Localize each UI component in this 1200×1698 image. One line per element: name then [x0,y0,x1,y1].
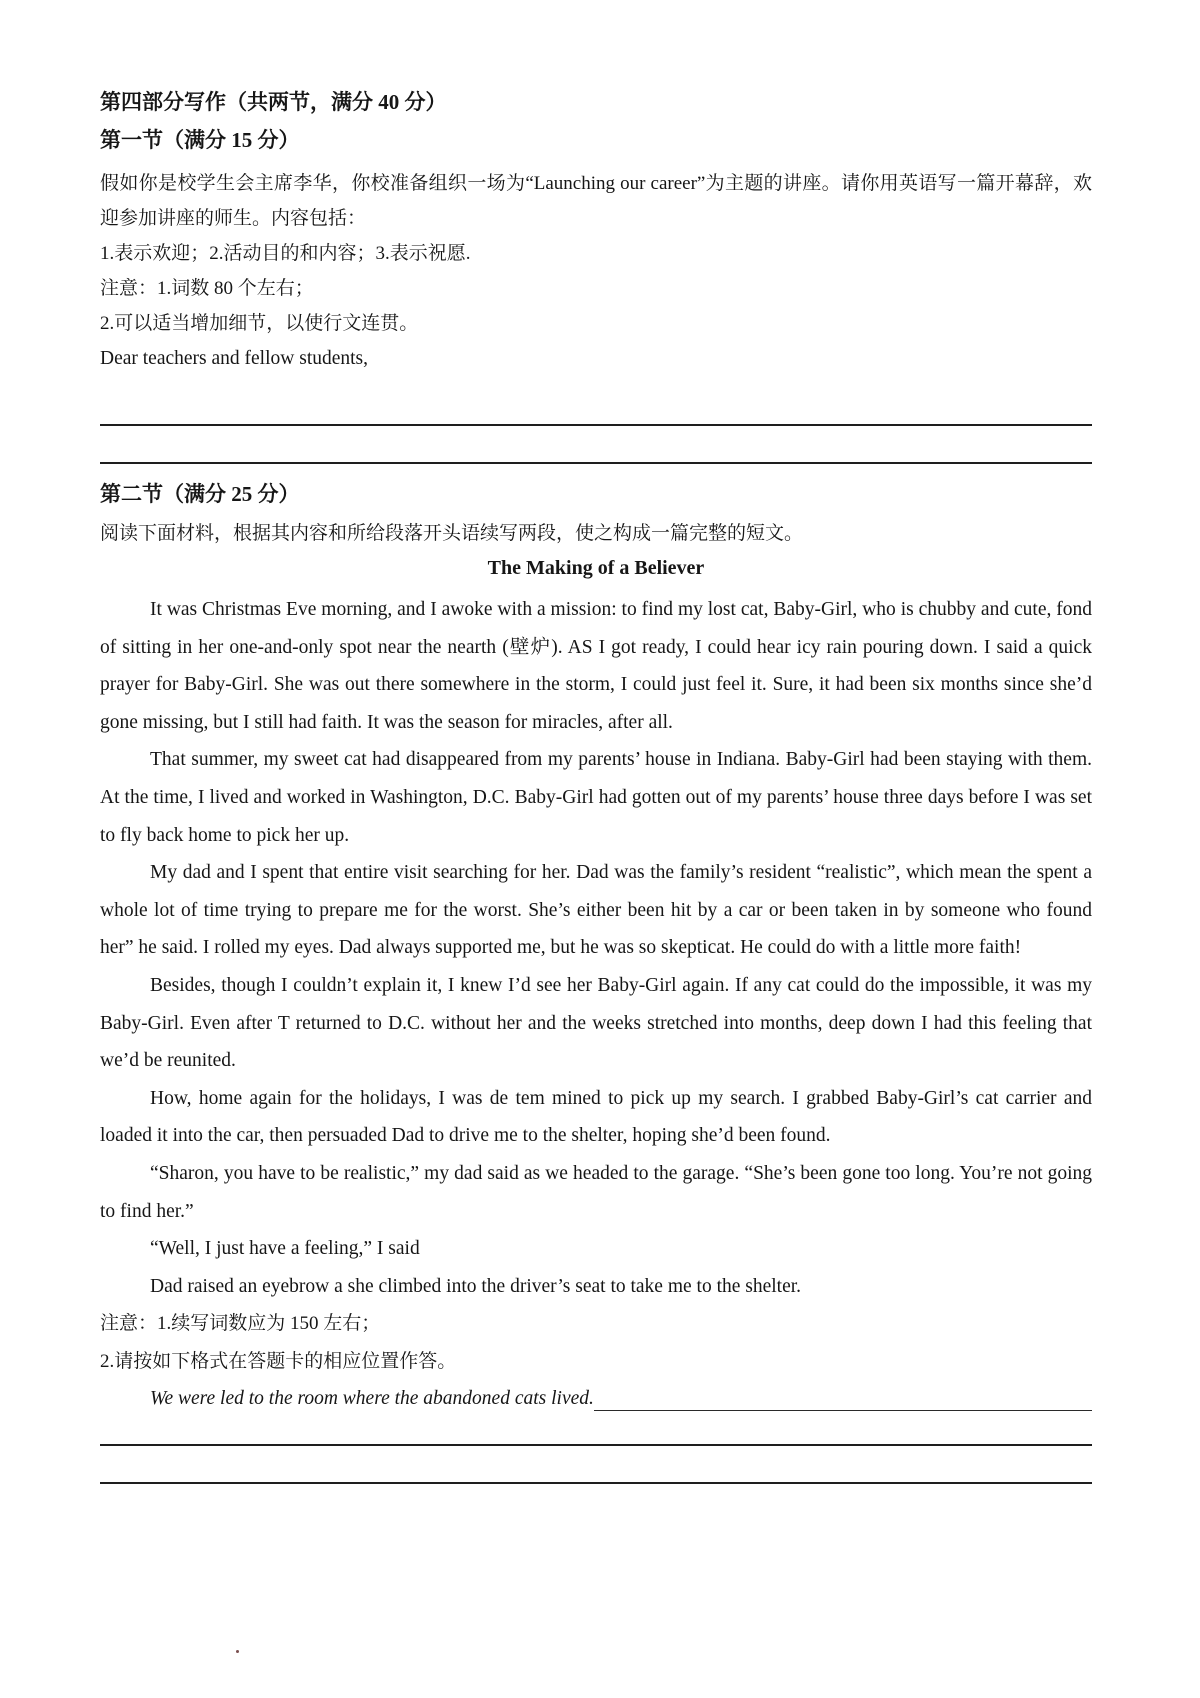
answer-blank-line [594,1410,1092,1411]
answer-blank-line [100,1444,1092,1446]
story-paragraph: How, home again for the holidays, I was de tem mined to pick up my search. I grabbed Baby-Girl’s cat carrier and loaded it into the car, then persuaded Dad to drive me to the shelter, hoping she’d been found. [100,1087,1092,1147]
section1-prompt: 假如你是校学生会主席李华，你校准备组织一场为“Launching our career”为主题的讲座。请你用英语写一篇开幕辞，欢迎参加讲座的师生。内容包括： [100,173,1092,229]
part4-heading: 第四部分写作（共两节，满分 40 分） [100,90,447,114]
section1-heading: 第一节（满分 15 分） [100,128,300,152]
story-paragraph: That summer, my sweet cat had disappeared from my parents’ house in Indiana. Baby-Girl had been staying with them. At the time, I lived and worked in Washington, D.C. Baby-Girl had gotten out of my parents’ house three days before I was set to fly back home to pick her up. [100,749,1092,846]
story-paragraph: It was Christmas Eve morning, and I awoke with a mission: to find my lost cat, Baby-Girl, who is chubby and cute, fond of sitting in her one-and-only spot near the nearth (壁炉). AS I got ready, I could hear icy rain pouring down. I said a quick prayer for Baby-Girl. She was out there somewhere in the storm, I could just feel it. Sure, it had been six months since she’d gone missing, but I still had faith. It was the season for miracles, after all. [100,599,1092,733]
answer-blank-line [100,1482,1092,1484]
story-paragraph: “Sharon, you have to be realistic,” my dad said as we headed to the garage. “She’s been gone too long. You’re not going to find her.” [100,1162,1092,1222]
stray-mark [236,1650,239,1653]
answer-blank-line [100,462,1092,464]
story-paragraph: My dad and I spent that entire visit searching for her. Dad was the family’s resident “realistic”, which mean the spent a whole lot of time trying to prepare me for the worst. She’s either been hit by a car or been taken in by someone who found her” he said. I rolled my eyes. Dad always supported me, but he was so skepticat. He could do with a little more faith! [100,862,1092,959]
continuation-opener-text: We were led to the room where the abandoned cats lived. [150,1388,594,1410]
section1-note1: 注意：1.词数 80 个左右； [100,278,314,299]
section2-instruction: 阅读下面材料，根据其内容和所给段落开头语续写两段，使之构成一篇完整的短文。 [100,523,804,544]
section2-note2: 2.请按如下格式在答题卡的相应位置作答。 [100,1350,457,1372]
section2-note1: 注意：1.续写词数应为 150 左右； [100,1313,381,1335]
letter-salutation: Dear teachers and fellow students, [100,348,369,369]
story-paragraph: Besides, though I couldn’t explain it, I knew I’d see her Baby-Girl again. If any cat could do the impossible, it was my Baby-Girl. Even after T returned to D.C. without her and the weeks stretched into months, deep down I had this feeling that we’d be reunited. [100,974,1092,1072]
section1-note2: 2.可以适当增加细节，以使行文连贯。 [100,313,419,334]
story-paragraph: “Well, I just have a feeling,” I said [150,1238,420,1260]
section2-heading: 第二节（满分 25 分） [100,482,300,506]
section1-points: 1.表示欢迎；2.活动目的和内容；3.表示祝愿. [100,243,471,264]
story-title: The Making of a Believer [487,557,705,579]
continuation-opener-row [100,1380,1092,1418]
answer-blank-line [100,424,1092,426]
story-paragraph: Dad raised an eyebrow a she climbed into the driver’s seat to take me to the shelter. [150,1275,802,1297]
